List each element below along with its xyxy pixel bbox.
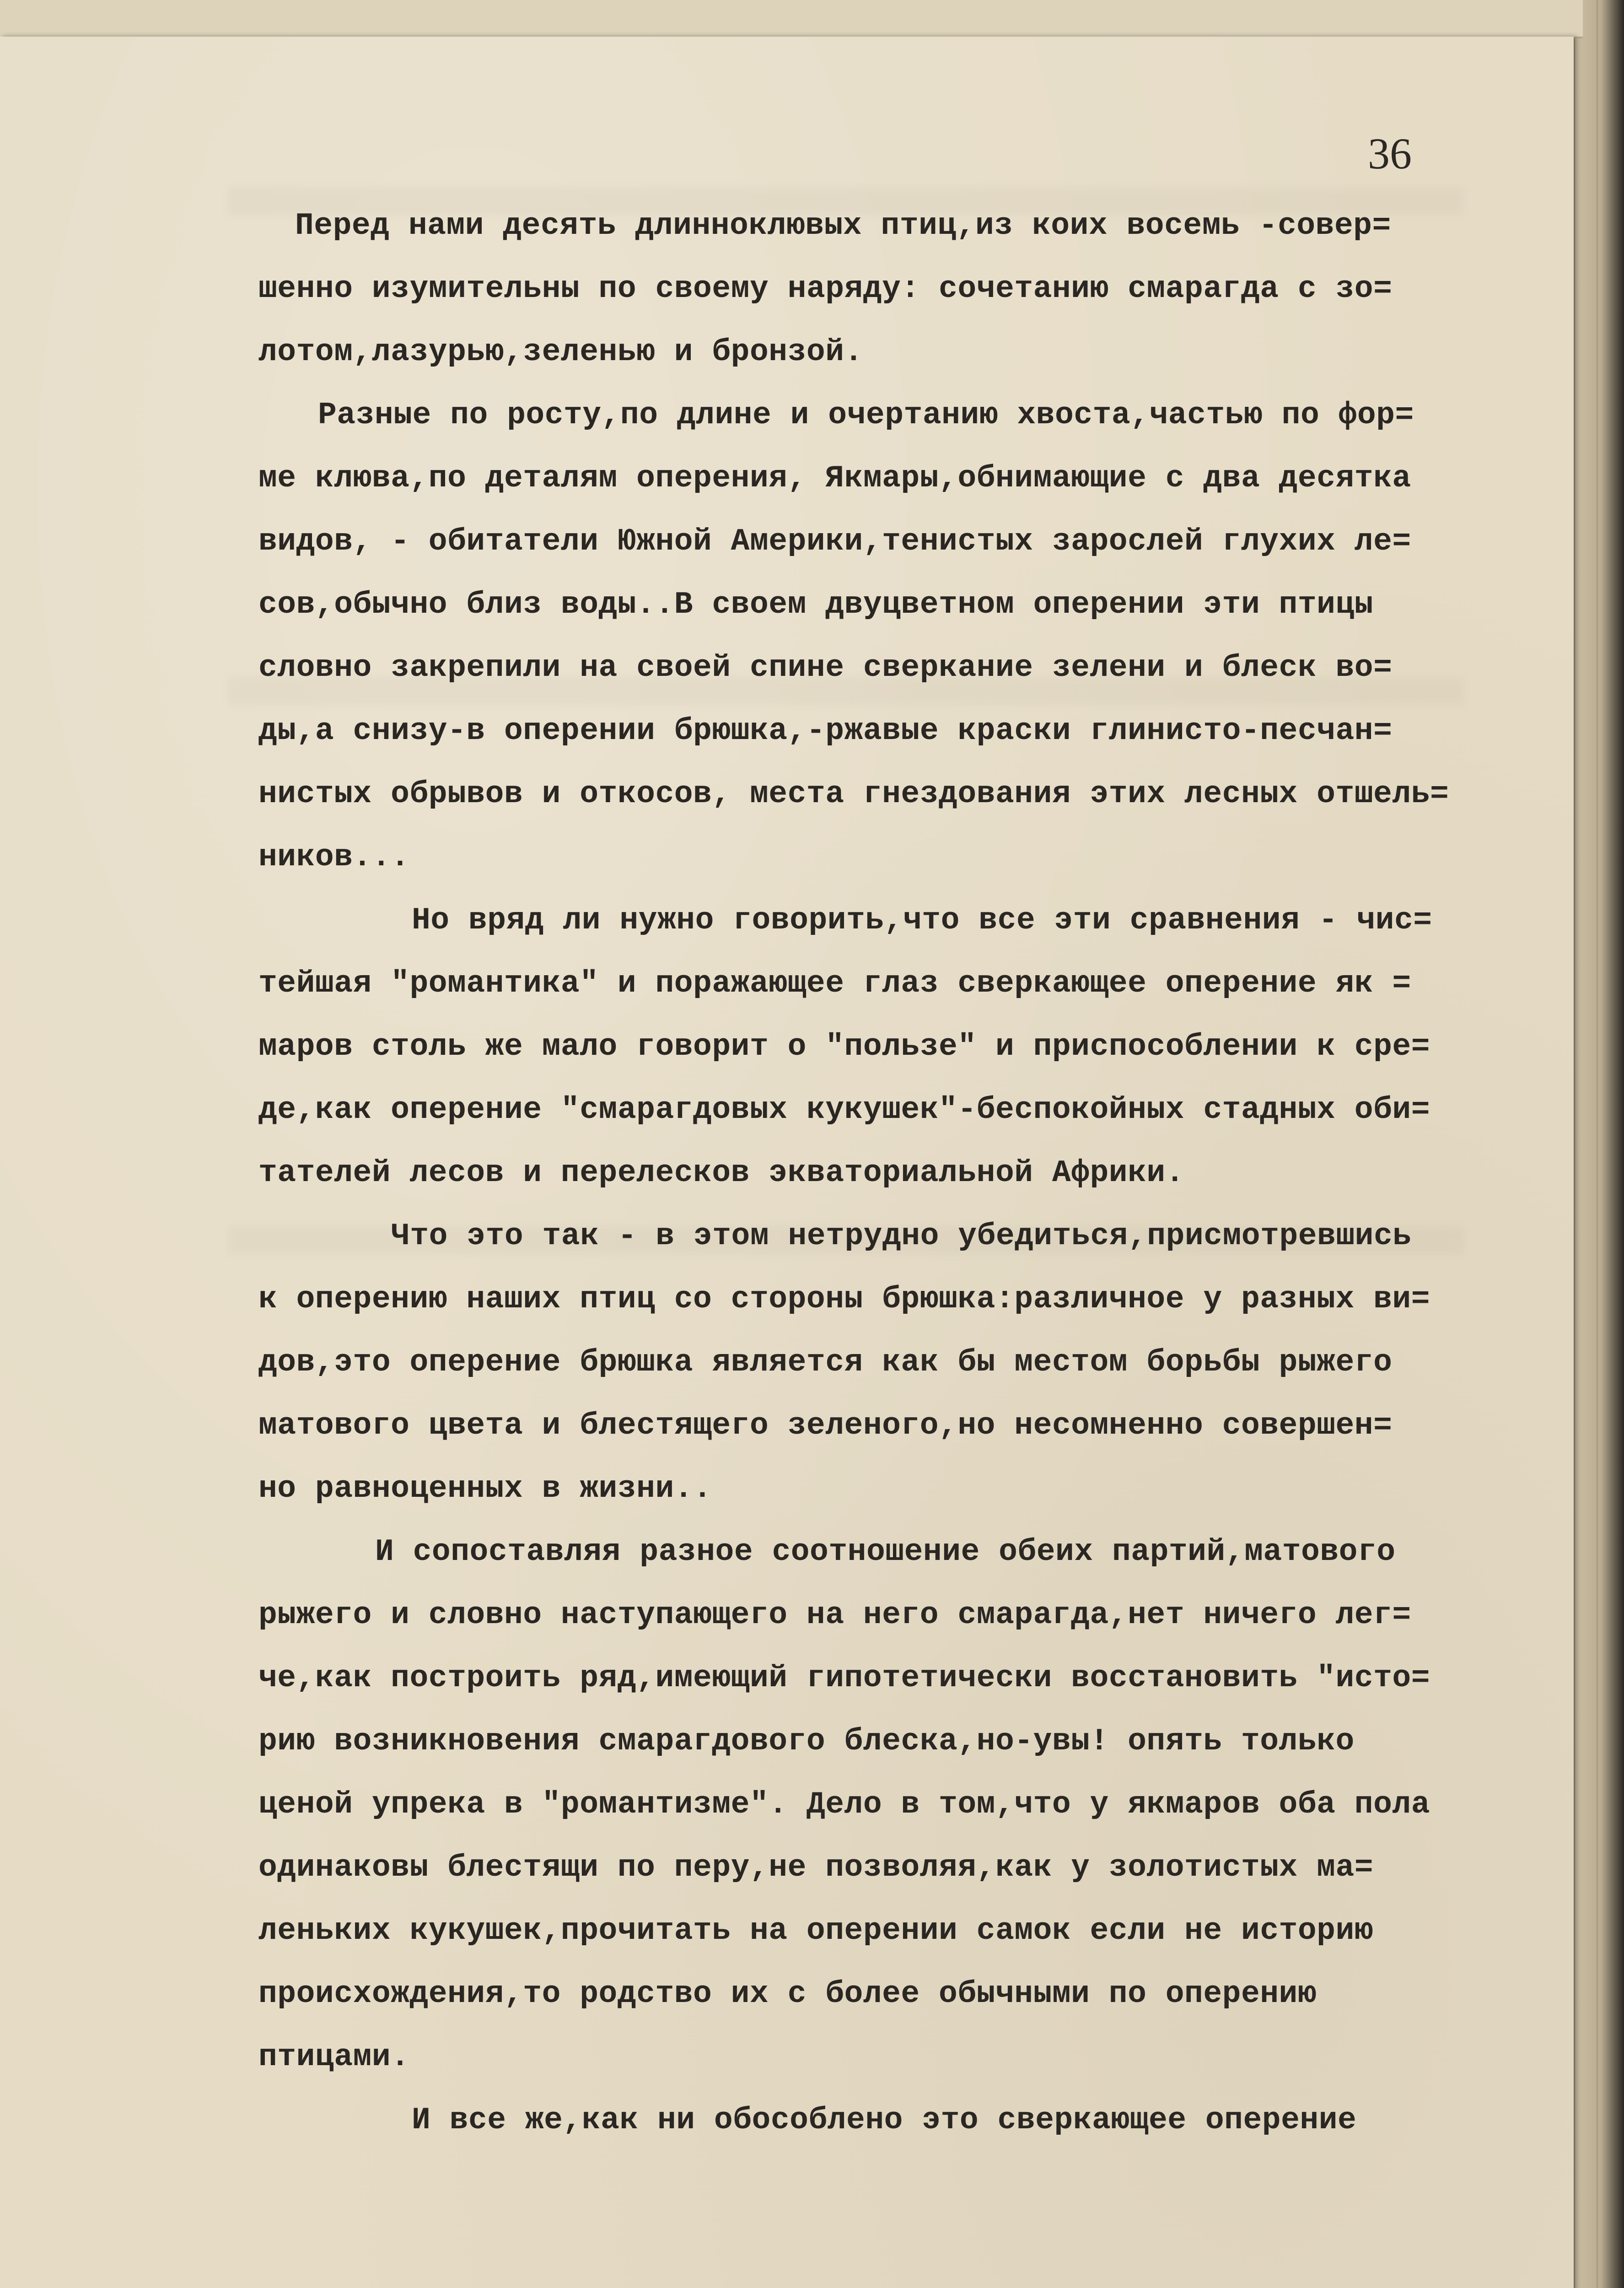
text-line: де,как оперение "смарагдовых кукушек"-беспокойных стадных оби=	[258, 1092, 1430, 1128]
text-line: рыжего и словно наступающего на него смарагда,нет ничего лег=	[258, 1597, 1411, 1633]
text-line: маров столь же мало говорит о "пользе" и приспособлении к сре=	[258, 1029, 1430, 1064]
underlying-sheet-top	[0, 0, 1583, 38]
text-line: че,как построить ряд,имеющий гипотетически восстановить "исто=	[258, 1661, 1430, 1696]
text-line: лотом,лазурью,зеленью и бронзой.	[258, 335, 863, 370]
text-line: Разные по росту,по длине и очертанию хвоста,частью по фор=	[318, 398, 1414, 433]
text-line: рию возникновения смарагдового блеска,но-увы! опять только	[258, 1724, 1355, 1759]
text-line: Но вряд ли нужно говорить,что все эти сравнения - чис=	[412, 903, 1432, 938]
text-line: птицами.	[258, 2040, 410, 2075]
text-line: сов,обычно близ воды..В своем двуцветном оперении эти птицы	[258, 587, 1374, 622]
page-number: 36	[1368, 129, 1412, 178]
text-line: происхождения,то родство их с более обычными по оперению	[258, 1976, 1317, 2012]
text-line: ды,а снизу-в оперении брюшка,-ржавые краски глинисто-песчан=	[258, 713, 1393, 749]
text-line: к оперению наших птиц со стороны брюшка:различное у разных ви=	[258, 1282, 1430, 1317]
text-line: тателей лесов и перелесков экваториальной Африки.	[258, 1155, 1185, 1191]
text-line: одинаковы блестящи по перу,не позволяя,как у золотистых ма=	[258, 1850, 1374, 1885]
text-line: видов, - обитатели Южной Америки,тенистых зарослей глухих ле=	[258, 524, 1411, 559]
text-line: ме клюва,по деталям оперения, Якмары,обнимающие с два десятка	[258, 461, 1411, 496]
text-line: леньких кукушек,прочитать на оперении самок если не историю	[258, 1913, 1374, 1948]
text-line: И все же,как ни обособлено это сверкающее оперение	[412, 2103, 1357, 2138]
text-line: нистых обрывов и откосов, места гнездования этих лесных отшель=	[258, 777, 1449, 812]
text-line: И сопоставляя разное соотношение обеих партий,матового	[375, 1534, 1396, 1570]
text-line: ценой упрека в "романтизме". Дело в том,что у якмаров оба пола	[258, 1787, 1430, 1822]
text-line: дов,это оперение брюшка является как бы местом борьбы рыжего	[258, 1345, 1393, 1380]
text-line: Что это так - в этом нетрудно убедиться,присмотревшись	[391, 1219, 1412, 1254]
text-line: Перед нами десять длинноклювых птиц,из коих восемь -совер=	[295, 208, 1391, 243]
text-line: матового цвета и блестящего зеленого,но несомненно совершен=	[258, 1408, 1393, 1443]
text-line: но равноценных в жизни..	[258, 1471, 712, 1506]
typewritten-page	[0, 37, 1574, 2288]
text-line: словно закрепили на своей спине сверкание зелени и блеск во=	[258, 650, 1393, 685]
text-line: шенно изумительны по своему наряду: сочетанию смарагда с зо=	[258, 271, 1393, 307]
text-line: ников...	[258, 840, 410, 875]
text-line: тейшая "романтика" и поражающее глаз сверкающее оперение як =	[258, 966, 1411, 1001]
text-body	[0, 37, 1574, 2288]
